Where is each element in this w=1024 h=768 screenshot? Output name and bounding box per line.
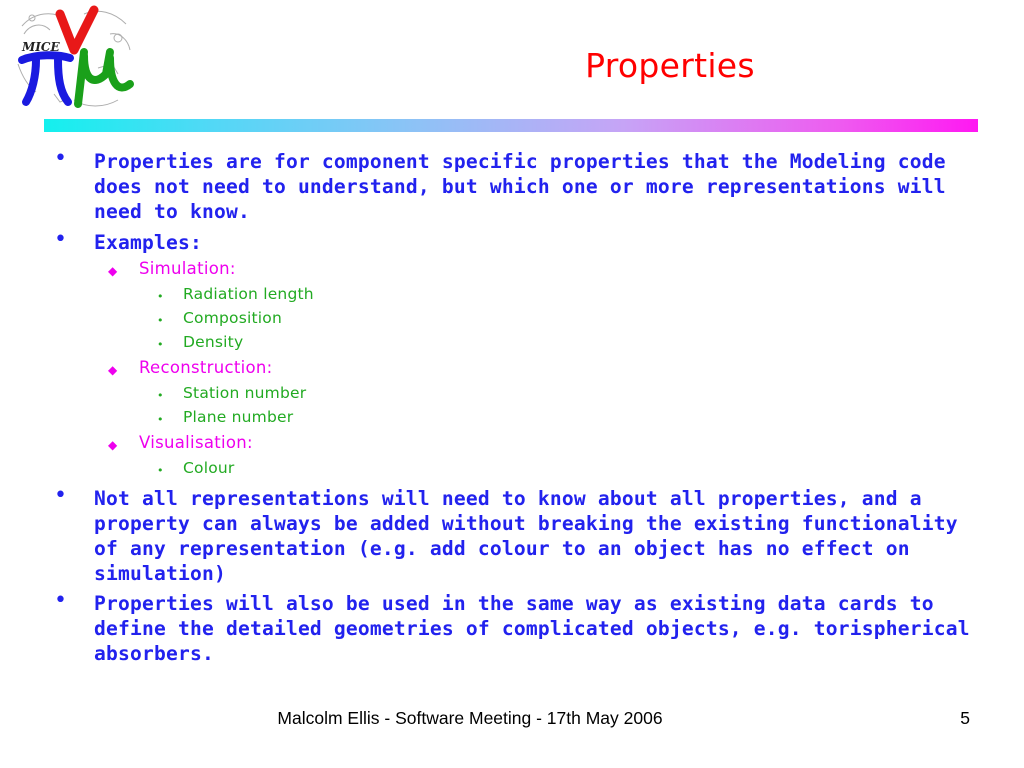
sub-bullet-item: Visualisation:: [139, 433, 253, 452]
sub-sub-bullet-item: Plane number: [183, 408, 294, 426]
mice-logo-graphic: [14, 4, 138, 116]
sub-sub-bullet-item: Density: [183, 333, 244, 351]
small-dot-icon: •: [157, 290, 164, 303]
slide-title-container: [440, 46, 900, 85]
mice-logo-text: MICE: [22, 40, 60, 54]
sub-sub-bullet-item: Station number: [183, 384, 307, 402]
bullet-dot-icon: •: [54, 483, 67, 508]
sub-sub-bullet-item: Colour: [183, 459, 235, 477]
sub-bullet-item: Reconstruction:: [139, 358, 273, 377]
small-dot-icon: •: [157, 314, 164, 327]
slide-title: Properties: [585, 46, 755, 85]
bullet-item: Not all representations will need to know about all properties, and a property can always be added without breaking the existing functionality of any representation (e.g. add colour to an object has no effect on simulation): [94, 487, 958, 585]
mice-logo: [14, 4, 138, 116]
small-dot-icon: •: [157, 464, 164, 477]
bullet-dot-icon: •: [54, 588, 67, 613]
sub-sub-bullet-item: Radiation length: [183, 285, 314, 303]
page-number: 5: [960, 708, 970, 728]
diamond-bullet-icon: ◆: [108, 438, 118, 452]
bullet-dot-icon: •: [54, 146, 67, 171]
sub-sub-bullet-item: Composition: [183, 309, 282, 327]
bullet-item: Properties are for component specific properties that the Modeling code does not need to understand, but which one or more representations will need to know.: [94, 150, 946, 223]
diamond-bullet-icon: ◆: [108, 363, 118, 377]
bullet-item: Properties will also be used in the same way as existing data cards to define the detailed geometries of complicated objects, e.g. torispherical absorbers.: [94, 592, 970, 665]
small-dot-icon: •: [157, 338, 164, 351]
diamond-bullet-icon: ◆: [108, 264, 118, 278]
slide-footer: Malcolm Ellis - Software Meeting - 17th May 2006: [277, 708, 663, 728]
small-dot-icon: •: [157, 389, 164, 402]
title-divider: [44, 119, 978, 132]
small-dot-icon: •: [157, 413, 164, 426]
bullet-item: Examples:: [94, 231, 202, 254]
bullet-dot-icon: •: [54, 227, 67, 252]
sub-bullet-item: Simulation:: [139, 259, 236, 278]
